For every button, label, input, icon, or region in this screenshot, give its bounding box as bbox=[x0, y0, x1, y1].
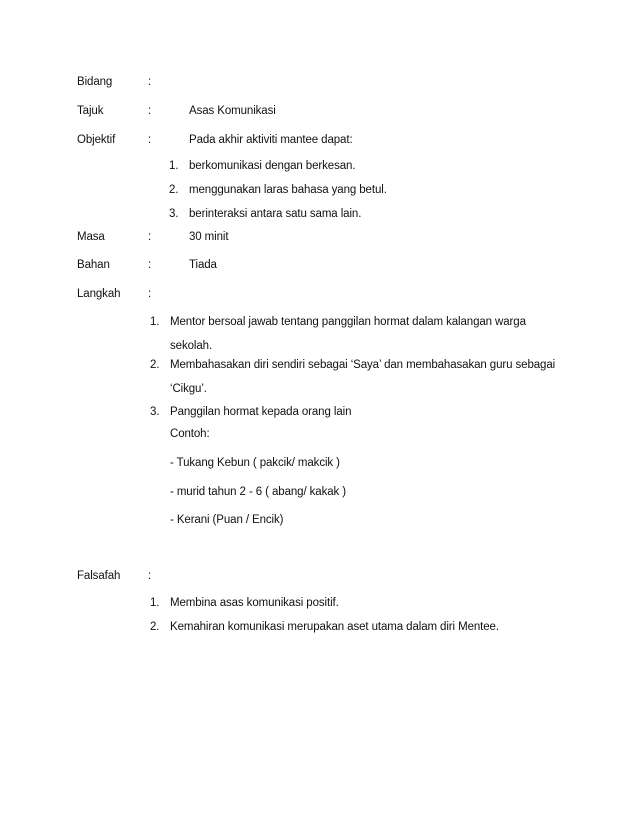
label-masa: Masa bbox=[77, 231, 105, 243]
label-tajuk: Tajuk bbox=[77, 105, 104, 117]
falsafah-item-number: 1. bbox=[150, 597, 160, 609]
langkah-item-line: Mentor bersoal jawab tentang panggilan hormat dalam kalangan warga bbox=[170, 316, 526, 328]
colon-langkah: : bbox=[148, 288, 152, 300]
colon-falsafah: : bbox=[148, 570, 152, 582]
falsafah-item: Kemahiran komunikasi merupakan aset utama dalam diri Mentee. bbox=[170, 621, 499, 633]
langkah-item-line: Contoh: bbox=[170, 428, 210, 440]
falsafah-item: Membina asas komunikasi positif. bbox=[170, 597, 339, 609]
label-bahan: Bahan bbox=[77, 259, 110, 271]
colon-masa: : bbox=[148, 231, 152, 243]
objektif-item: berkomunikasi dengan berkesan. bbox=[189, 160, 356, 172]
colon-objektif: : bbox=[148, 134, 152, 146]
objektif-item-number: 3. bbox=[169, 208, 179, 220]
colon-bahan: : bbox=[148, 259, 152, 271]
value-objektif: Pada akhir aktiviti mantee dapat: bbox=[189, 134, 353, 146]
langkah-item-number: 3. bbox=[150, 406, 160, 418]
objektif-item-number: 2. bbox=[169, 184, 179, 196]
falsafah-item-number: 2. bbox=[150, 621, 160, 633]
value-bahan: Tiada bbox=[189, 259, 217, 271]
langkah-item-line: Panggilan hormat kepada orang lain bbox=[170, 406, 352, 418]
langkah-item-number: 1. bbox=[150, 316, 160, 328]
langkah-example: - murid tahun 2 - 6 ( abang/ kakak ) bbox=[170, 486, 347, 498]
colon-tajuk: : bbox=[148, 105, 152, 117]
label-falsafah: Falsafah bbox=[77, 570, 121, 582]
langkah-example: - Kerani (Puan / Encik) bbox=[170, 514, 284, 526]
label-langkah: Langkah bbox=[77, 288, 121, 300]
langkah-example: - Tukang Kebun ( pakcik/ makcik ) bbox=[170, 457, 340, 469]
label-objektif: Objektif bbox=[77, 134, 116, 146]
value-tajuk: Asas Komunikasi bbox=[189, 105, 276, 117]
objektif-item-number: 1. bbox=[169, 160, 179, 172]
label-bidang: Bidang bbox=[77, 76, 113, 88]
colon-bidang: : bbox=[148, 76, 152, 88]
langkah-item-line: Membahasakan diri sendiri sebagai ‘Saya’ dan membahasakan guru sebagai bbox=[170, 359, 556, 371]
objektif-item: berinteraksi antara satu sama lain. bbox=[189, 208, 362, 220]
objektif-item: menggunakan laras bahasa yang betul. bbox=[189, 184, 387, 196]
value-masa: 30 minit bbox=[189, 231, 229, 243]
langkah-item-line: sekolah. bbox=[170, 340, 213, 352]
langkah-item-line: ‘Cikgu’. bbox=[170, 383, 207, 395]
langkah-item-number: 2. bbox=[150, 359, 160, 371]
